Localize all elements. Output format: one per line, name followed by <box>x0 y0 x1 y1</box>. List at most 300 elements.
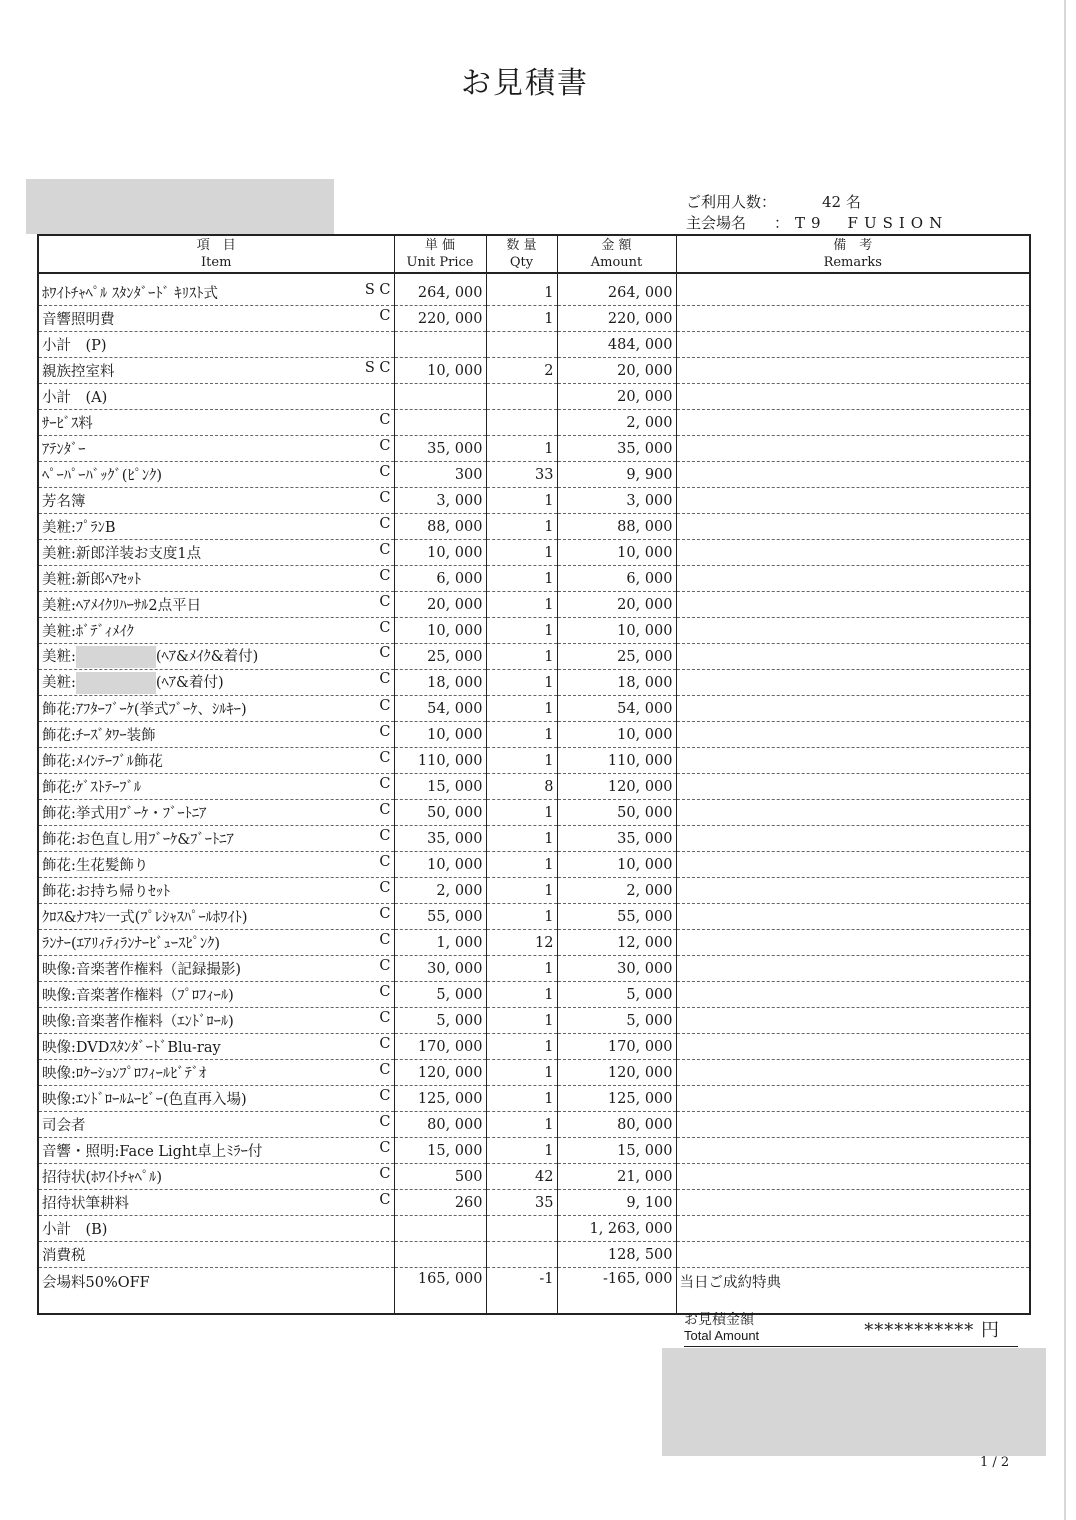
header-item: 項 目 Item <box>38 235 394 273</box>
cell-qty: 8 <box>486 774 557 800</box>
item-code: C <box>379 1192 391 1208</box>
item-code: S C <box>364 282 391 298</box>
cell-item <box>38 306 394 332</box>
cell-qty: 1 <box>486 982 557 1008</box>
cell-amount: 88, 000 <box>557 514 676 540</box>
cell-amount: 20, 000 <box>557 384 676 410</box>
cell-item <box>38 1086 394 1112</box>
cell-remarks <box>676 1242 1030 1268</box>
cell-qty: 1 <box>486 1138 557 1164</box>
empty-cell <box>557 1299 676 1314</box>
cell-remarks <box>676 332 1030 358</box>
header-amount: 金 額 Amount <box>557 235 676 273</box>
table-row <box>38 488 1030 514</box>
cell-item <box>38 273 394 306</box>
cell-unit-price: 170, 000 <box>394 1034 486 1060</box>
cell-qty: 33 <box>486 462 557 488</box>
cell-unit-price: 88, 000 <box>394 514 486 540</box>
cell-item <box>38 696 394 722</box>
cell-qty: 1 <box>486 592 557 618</box>
cell-unit-price: 110, 000 <box>394 748 486 774</box>
cell-unit-price: 80, 000 <box>394 1112 486 1138</box>
cell-amount: 9, 100 <box>557 1190 676 1216</box>
cell-item <box>38 410 394 436</box>
cell-amount: 15, 000 <box>557 1138 676 1164</box>
cell-qty: 1 <box>486 514 557 540</box>
document-title: お見積書 <box>461 66 589 101</box>
cell-qty <box>486 384 557 410</box>
cell-qty <box>486 1216 557 1242</box>
cell-unit-price: 165, 000 <box>394 1268 486 1300</box>
cell-unit-price: 10, 000 <box>394 358 486 384</box>
cell-unit-price: 10, 000 <box>394 722 486 748</box>
cell-unit-price: 54, 000 <box>394 696 486 722</box>
cell-unit-price: 15, 000 <box>394 774 486 800</box>
item-name: 映像:DVDｽﾀﾝﾀﾞｰﾄﾞBlu-ray <box>42 1040 221 1056</box>
cell-amount: 120, 000 <box>557 774 676 800</box>
cell-amount: 120, 000 <box>557 1060 676 1086</box>
cell-item <box>38 982 394 1008</box>
cell-item <box>38 644 394 670</box>
cell-item <box>38 566 394 592</box>
cell-unit-price <box>394 410 486 436</box>
cell-unit-price: 55, 000 <box>394 904 486 930</box>
item-name: 美粧:ﾍｱﾒｲｸﾘﾊｰｻﾙ2点平日 <box>42 598 202 614</box>
cell-item <box>38 462 394 488</box>
item-code: C <box>379 308 391 324</box>
cell-qty: 1 <box>486 800 557 826</box>
cell-unit-price <box>394 384 486 410</box>
cell-item <box>38 1164 394 1190</box>
table-row <box>38 592 1030 618</box>
cell-item <box>38 1242 394 1268</box>
cell-amount: 10, 000 <box>557 540 676 566</box>
item-name: 映像:ﾛｹｰｼｮﾝﾌﾟﾛﾌｨｰﾙﾋﾞﾃﾞｵ <box>42 1066 207 1082</box>
table-row <box>38 696 1030 722</box>
cell-unit-price: 3, 000 <box>394 488 486 514</box>
cell-remarks <box>676 956 1030 982</box>
cell-item <box>38 852 394 878</box>
total-value: *********** 円 <box>864 1320 1000 1341</box>
item-name: ﾍﾟｰﾊﾟｰﾊﾞｯｸﾞ(ﾋﾟﾝｸ) <box>42 468 163 484</box>
cell-unit-price: 20, 000 <box>394 592 486 618</box>
cell-amount: 50, 000 <box>557 800 676 826</box>
item-suffix: (ﾍｱ&ﾒｲｸ&着付) <box>155 649 259 665</box>
table-row <box>38 410 1030 436</box>
cell-qty: 1 <box>486 878 557 904</box>
cell-item <box>38 1216 394 1242</box>
cell-qty: -1 <box>486 1268 557 1300</box>
cell-qty: 1 <box>486 748 557 774</box>
item-code: C <box>379 854 391 870</box>
cell-unit-price: 125, 000 <box>394 1086 486 1112</box>
item-name: 招待状筆耕料 <box>42 1196 129 1212</box>
cell-item <box>38 1060 394 1086</box>
cell-amount: 3, 000 <box>557 488 676 514</box>
table-row <box>38 644 1030 670</box>
cell-remarks <box>676 800 1030 826</box>
cell-unit-price: 5, 000 <box>394 982 486 1008</box>
table-row <box>38 748 1030 774</box>
cell-remarks <box>676 488 1030 514</box>
item-name: ｱﾃﾝﾀﾞｰ <box>42 442 86 458</box>
cell-remarks <box>676 748 1030 774</box>
table-row <box>38 982 1030 1008</box>
item-code: C <box>379 906 391 922</box>
item-name: 美粧: <box>42 649 76 665</box>
item-name: 音響・照明:Face Light卓上ﾐﾗｰ付 <box>42 1144 263 1160</box>
cell-qty: 1 <box>486 644 557 670</box>
cell-qty: 1 <box>486 826 557 852</box>
cell-amount: 18, 000 <box>557 670 676 696</box>
table-row <box>38 904 1030 930</box>
item-code: C <box>379 568 391 584</box>
item-name: 美粧:新郎ﾍｱｾｯﾄ <box>42 572 142 588</box>
item-code: C <box>379 698 391 714</box>
cell-item <box>38 748 394 774</box>
cell-item <box>38 904 394 930</box>
table-header-row <box>38 235 1030 273</box>
cell-qty: 1 <box>486 540 557 566</box>
item-name: 音響照明費 <box>42 312 115 328</box>
venue-label: 主会場名 <box>686 214 747 232</box>
cell-qty: 1 <box>486 566 557 592</box>
table-row <box>38 1034 1030 1060</box>
cell-remarks <box>676 1216 1030 1242</box>
cell-amount: 5, 000 <box>557 982 676 1008</box>
page-edge <box>1064 0 1066 1520</box>
item-name: 小計 (P) <box>42 338 107 354</box>
cell-amount: 10, 000 <box>557 618 676 644</box>
item-code: C <box>379 1166 391 1182</box>
cell-amount: 2, 000 <box>557 410 676 436</box>
item-name: 消費税 <box>42 1248 86 1264</box>
cell-item <box>38 332 394 358</box>
cell-qty: 1 <box>486 1008 557 1034</box>
cell-remarks <box>676 306 1030 332</box>
cell-remarks <box>676 722 1030 748</box>
cell-item <box>38 540 394 566</box>
cell-unit-price: 6, 000 <box>394 566 486 592</box>
table-row <box>38 1164 1030 1190</box>
cell-remarks <box>676 1190 1030 1216</box>
cell-item <box>38 1268 394 1300</box>
table-row <box>38 956 1030 982</box>
table-row <box>38 540 1030 566</box>
cell-unit-price: 5, 000 <box>394 1008 486 1034</box>
item-name: 美粧:ﾌﾟﾗﾝB <box>42 520 116 536</box>
cell-item <box>38 436 394 462</box>
item-name: 美粧:新郎洋装お支度1点 <box>42 546 202 562</box>
cell-unit-price: 220, 000 <box>394 306 486 332</box>
cell-item <box>38 878 394 904</box>
table-row <box>38 358 1030 384</box>
item-code: C <box>379 880 391 896</box>
cell-remarks <box>676 1086 1030 1112</box>
cell-unit-price: 10, 000 <box>394 852 486 878</box>
cell-remarks <box>676 1008 1030 1034</box>
table-row <box>38 722 1030 748</box>
cell-item <box>38 1190 394 1216</box>
cell-remarks <box>676 384 1030 410</box>
cell-item <box>38 930 394 956</box>
cell-qty: 2 <box>486 358 557 384</box>
cell-qty: 1 <box>486 852 557 878</box>
cell-amount: 264, 000 <box>557 273 676 306</box>
table-row <box>38 852 1030 878</box>
cell-qty: 1 <box>486 1112 557 1138</box>
cell-amount: 10, 000 <box>557 722 676 748</box>
cell-item <box>38 722 394 748</box>
cell-amount: 10, 000 <box>557 852 676 878</box>
estimate-table <box>37 234 1031 1315</box>
total-amount <box>684 1306 1018 1347</box>
item-name: 飾花:ｱﾌﾀｰﾌﾞｰｹ(挙式ﾌﾞｰｹ、ｼﾙｷｰ) <box>42 702 247 718</box>
item-code: C <box>379 932 391 948</box>
table-row <box>38 1242 1030 1268</box>
table-row <box>38 1008 1030 1034</box>
item-code: C <box>379 802 391 818</box>
table-row <box>38 826 1030 852</box>
table-row <box>38 332 1030 358</box>
cell-unit-price: 500 <box>394 1164 486 1190</box>
item-code: C <box>379 1088 391 1104</box>
item-code: C <box>379 671 391 687</box>
item-name: ﾗﾝﾅｰ(ｴｱﾘｨﾃｨﾗﾝﾅｰﾋﾞｭｰｽﾋﾟﾝｸ) <box>42 936 221 952</box>
cell-item <box>38 384 394 410</box>
cell-amount: 30, 000 <box>557 956 676 982</box>
table-row <box>38 566 1030 592</box>
cell-amount: 20, 000 <box>557 358 676 384</box>
cell-item <box>38 358 394 384</box>
redacted-block <box>26 179 334 234</box>
item-name: 親族控室料 <box>42 364 115 380</box>
cell-item <box>38 956 394 982</box>
cell-amount: 1, 263, 000 <box>557 1216 676 1242</box>
item-name: 招待状(ﾎﾜｲﾄﾁｬﾍﾟﾙ) <box>42 1170 163 1186</box>
cell-qty: 1 <box>486 696 557 722</box>
cell-item <box>38 800 394 826</box>
item-name: 会場料50%OFF <box>42 1275 150 1291</box>
cell-qty: 1 <box>486 1060 557 1086</box>
table-row <box>38 878 1030 904</box>
item-code: C <box>379 1036 391 1052</box>
cell-unit-price: 35, 000 <box>394 826 486 852</box>
cell-amount: 12, 000 <box>557 930 676 956</box>
cell-unit-price: 120, 000 <box>394 1060 486 1086</box>
cell-remarks <box>676 1060 1030 1086</box>
cell-remarks <box>676 1138 1030 1164</box>
item-code: C <box>379 516 391 532</box>
cell-unit-price: 260 <box>394 1190 486 1216</box>
table-row <box>38 306 1030 332</box>
table-row <box>38 1086 1030 1112</box>
cell-item <box>38 1008 394 1034</box>
cell-qty <box>486 332 557 358</box>
item-code: C <box>379 490 391 506</box>
cell-amount: -165, 000 <box>557 1268 676 1300</box>
item-name: 映像:音楽著作権料（記録撮影) <box>42 962 242 978</box>
cell-amount: 5, 000 <box>557 1008 676 1034</box>
cell-amount: 9, 900 <box>557 462 676 488</box>
cell-qty: 1 <box>486 956 557 982</box>
item-suffix: (ﾍｱ&着付) <box>155 675 224 691</box>
cell-unit-price: 30, 000 <box>394 956 486 982</box>
cell-amount: 80, 000 <box>557 1112 676 1138</box>
guest-count <box>686 191 861 212</box>
cell-item <box>38 670 394 696</box>
item-code: C <box>379 750 391 766</box>
cell-qty: 1 <box>486 306 557 332</box>
cell-qty: 1 <box>486 670 557 696</box>
cell-remarks <box>676 358 1030 384</box>
cell-unit-price: 10, 000 <box>394 618 486 644</box>
venue <box>686 212 948 233</box>
table-row <box>38 800 1030 826</box>
cell-amount: 220, 000 <box>557 306 676 332</box>
cell-remarks <box>676 514 1030 540</box>
item-name: 飾花:挙式用ﾌﾞｰｹ・ﾌﾞｰﾄﾆｱ <box>42 806 207 822</box>
cell-amount: 125, 000 <box>557 1086 676 1112</box>
cell-remarks <box>676 1164 1030 1190</box>
cell-amount: 55, 000 <box>557 904 676 930</box>
table-row <box>38 670 1030 696</box>
cell-unit-price: 300 <box>394 462 486 488</box>
cell-qty <box>486 410 557 436</box>
table-row <box>38 436 1030 462</box>
cell-qty: 1 <box>486 722 557 748</box>
table-row <box>38 1060 1030 1086</box>
cell-item <box>38 1112 394 1138</box>
cell-amount: 170, 000 <box>557 1034 676 1060</box>
table-row <box>38 384 1030 410</box>
table-row <box>38 1216 1030 1242</box>
cell-remarks <box>676 592 1030 618</box>
empty-cell <box>486 1299 557 1314</box>
cell-item <box>38 1138 394 1164</box>
item-name: 小計 (A) <box>42 390 108 406</box>
cell-unit-price: 50, 000 <box>394 800 486 826</box>
item-code: C <box>379 464 391 480</box>
cell-remarks <box>676 696 1030 722</box>
cell-remarks <box>676 436 1030 462</box>
cell-amount: 21, 000 <box>557 1164 676 1190</box>
guest-count-label: ご利用人数： <box>686 193 777 211</box>
cell-item <box>38 826 394 852</box>
cell-remarks <box>676 618 1030 644</box>
item-code: C <box>379 594 391 610</box>
cell-unit-price <box>394 1216 486 1242</box>
empty-cell <box>394 1299 486 1314</box>
item-code: C <box>379 776 391 792</box>
cell-qty: 1 <box>486 1034 557 1060</box>
item-name: 飾花:ﾁｰｽﾞﾀﾜｰ装飾 <box>42 728 156 744</box>
cell-amount: 6, 000 <box>557 566 676 592</box>
item-code: C <box>379 1062 391 1078</box>
item-name: 映像:ｴﾝﾄﾞﾛｰﾙﾑｰﾋﾞｰ(色直再入場) <box>42 1092 247 1108</box>
item-code: C <box>379 1140 391 1156</box>
item-name: 小計 (B) <box>42 1222 108 1238</box>
item-code: C <box>379 645 391 661</box>
cell-remarks <box>676 904 1030 930</box>
cell-qty <box>486 1242 557 1268</box>
cell-unit-price: 2, 000 <box>394 878 486 904</box>
cell-amount: 128, 500 <box>557 1242 676 1268</box>
cell-remarks: 当日ご成約特典 <box>676 1268 1030 1300</box>
header-qty: 数 量 Qty <box>486 235 557 273</box>
item-name: 映像:音楽著作権料（ﾌﾟﾛﾌｨｰﾙ) <box>42 988 234 1004</box>
empty-cell <box>38 1299 394 1314</box>
cell-qty: 42 <box>486 1164 557 1190</box>
table-row <box>38 1138 1030 1164</box>
item-code: C <box>379 542 391 558</box>
cell-remarks <box>676 982 1030 1008</box>
item-name: ｸﾛｽ&ﾅﾌｷﾝ一式(ﾌﾟﾚｼｬｽﾊﾟｰﾙﾎﾜｲﾄ) <box>42 910 248 926</box>
item-name: 飾花:ﾒｲﾝﾃｰﾌﾞﾙ飾花 <box>42 754 163 770</box>
item-code: C <box>379 828 391 844</box>
item-code: C <box>379 620 391 636</box>
cell-amount: 35, 000 <box>557 436 676 462</box>
cell-amount: 35, 000 <box>557 826 676 852</box>
cell-amount: 25, 000 <box>557 644 676 670</box>
guest-count-value: 42 名 <box>822 193 861 211</box>
cell-unit-price: 35, 000 <box>394 436 486 462</box>
page-number: 1 / 2 <box>980 1455 1010 1470</box>
item-name: 司会者 <box>42 1118 86 1134</box>
item-name: ﾎﾜｲﾄﾁｬﾍﾟﾙ ｽﾀﾝﾀﾞｰﾄﾞ ｷﾘｽﾄ式 <box>42 286 218 302</box>
redacted-name <box>76 646 156 668</box>
cell-amount: 2, 000 <box>557 878 676 904</box>
cell-amount: 110, 000 <box>557 748 676 774</box>
cell-remarks <box>676 852 1030 878</box>
item-name: ｻｰﾋﾞｽ料 <box>42 416 93 432</box>
total-label: お見積金額 <box>684 1312 754 1328</box>
cell-remarks <box>676 1034 1030 1060</box>
table-row <box>38 774 1030 800</box>
item-name: 飾花:生花髪飾り <box>42 858 149 874</box>
table-row <box>38 273 1030 306</box>
cell-unit-price: 264, 000 <box>394 273 486 306</box>
cell-qty: 1 <box>486 618 557 644</box>
cell-item <box>38 1034 394 1060</box>
total-label-en: Total Amount <box>684 1328 760 1343</box>
cell-qty: 12 <box>486 930 557 956</box>
item-code: C <box>379 958 391 974</box>
item-name: 飾花:ｹﾞｽﾄﾃｰﾌﾞﾙ <box>42 780 142 796</box>
cell-item <box>38 488 394 514</box>
cell-unit-price: 18, 000 <box>394 670 486 696</box>
item-name: 飾花:お持ち帰りｾｯﾄ <box>42 884 171 900</box>
cell-amount: 20, 000 <box>557 592 676 618</box>
cell-item <box>38 618 394 644</box>
cell-remarks <box>676 566 1030 592</box>
cell-remarks <box>676 878 1030 904</box>
cell-unit-price: 10, 000 <box>394 540 486 566</box>
cell-unit-price: 1, 000 <box>394 930 486 956</box>
item-code: C <box>379 412 391 428</box>
table-row <box>38 1112 1030 1138</box>
cell-remarks <box>676 462 1030 488</box>
cell-remarks <box>676 273 1030 306</box>
table-row <box>38 1268 1030 1300</box>
table-row <box>38 1190 1030 1216</box>
table-row <box>38 514 1030 540</box>
table-row <box>38 930 1030 956</box>
cell-remarks <box>676 540 1030 566</box>
cell-qty: 35 <box>486 1190 557 1216</box>
cell-remarks <box>676 644 1030 670</box>
cell-qty: 1 <box>486 1086 557 1112</box>
